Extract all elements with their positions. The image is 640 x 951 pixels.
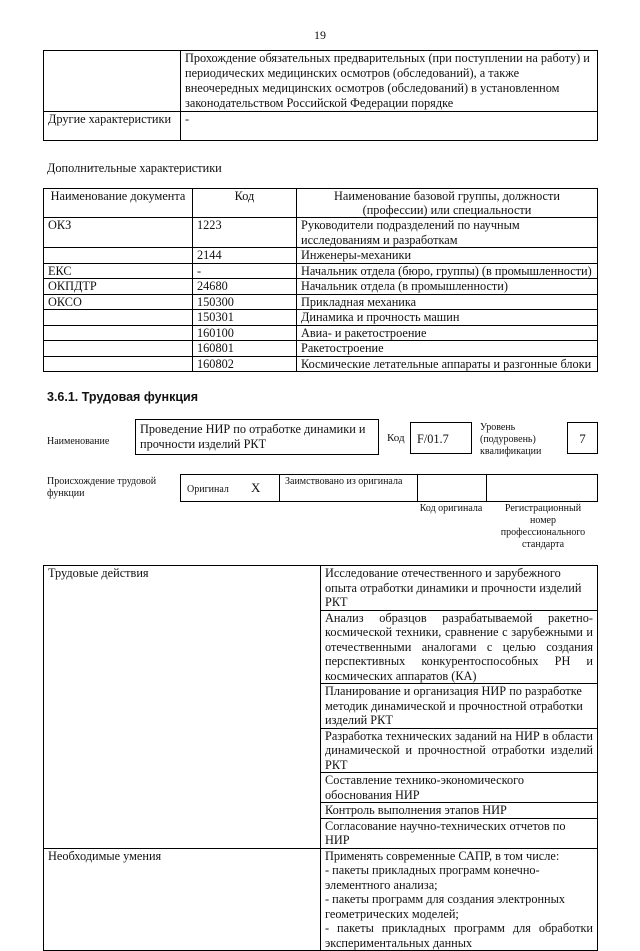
additional-characteristics-table bbox=[43, 188, 598, 372]
skill-item: - пакеты прикладных программ для обработки экспериментальных данных bbox=[325, 921, 593, 950]
name-label: Наименование bbox=[47, 436, 110, 447]
medical-requirements-table bbox=[43, 50, 598, 141]
table-row bbox=[44, 279, 598, 295]
name-cell: Авиа- и ракетостроение bbox=[297, 325, 598, 341]
skills-label: Необходимые умения bbox=[44, 848, 321, 951]
divider bbox=[486, 475, 487, 501]
level-box: 7 bbox=[567, 422, 598, 454]
table-row bbox=[44, 218, 598, 248]
action-item: Согласование научно-технических отчетов по НИР bbox=[321, 818, 598, 848]
code-cell: 160802 bbox=[193, 356, 297, 372]
code-cell: 2144 bbox=[193, 248, 297, 264]
actions-label: Трудовые действия bbox=[44, 566, 321, 849]
doc-cell: ОКЗ bbox=[44, 218, 193, 248]
row-label: Другие характеристики bbox=[44, 112, 181, 141]
doc-cell bbox=[44, 341, 193, 357]
code-cell: 1223 bbox=[193, 218, 297, 248]
doc-cell bbox=[44, 356, 193, 372]
table-row bbox=[44, 341, 598, 357]
name-cell: Ракетостроение bbox=[297, 341, 598, 357]
labor-function-table bbox=[43, 565, 598, 951]
action-item: Исследование отечественного и зарубежного опыта отработки динамики и прочности изделий РКТ bbox=[321, 566, 598, 611]
header-code: Код bbox=[193, 189, 297, 218]
reg-number-label: Регистрационный номер профессионального стандарта bbox=[500, 503, 586, 550]
row-text: Прохождение обязательных предварительных (при поступлении на работу) и периодических медицинских осмотров (обследований), а также внеочередных медицинских осмотров (обследований) в установленном законодательством Российской Федерации порядке bbox=[181, 51, 598, 112]
skills-cell bbox=[321, 848, 598, 951]
doc-cell: ОКПДТР bbox=[44, 279, 193, 295]
name-cell: Прикладная механика bbox=[297, 294, 598, 310]
table-row bbox=[44, 112, 598, 141]
page-number: 19 bbox=[314, 28, 326, 42]
code-cell: 160801 bbox=[193, 341, 297, 357]
table-row bbox=[44, 310, 598, 326]
action-item: Планирование и организация НИР по разработке методик динамической и прочностной отработки изделий РКТ bbox=[321, 684, 598, 729]
table-row bbox=[44, 294, 598, 310]
doc-cell: ЕКС bbox=[44, 263, 193, 279]
code-cell: 24680 bbox=[193, 279, 297, 295]
name-cell: Начальник отдела (в промышленности) bbox=[297, 279, 598, 295]
code-cell: 150300 bbox=[193, 294, 297, 310]
borrowed-label: Заимствовано из оригинала bbox=[279, 475, 410, 501]
table-row bbox=[44, 566, 598, 611]
skill-item: - пакеты прикладных программ конечно-элементного анализа; bbox=[325, 863, 540, 892]
code-cell: 150301 bbox=[193, 310, 297, 326]
doc-cell bbox=[44, 325, 193, 341]
table-row bbox=[44, 263, 598, 279]
name-cell: Динамика и прочность машин bbox=[297, 310, 598, 326]
doc-cell bbox=[44, 248, 193, 264]
header-doc: Наименование документа bbox=[44, 189, 193, 218]
divider bbox=[417, 475, 418, 501]
action-item: Анализ образцов разрабатываемой ракетно-космической техники, сравнение с зарубежными и отечественными аналогами с целью создания перспективных конкурентоспособных РН и космических аппаратов (КА) bbox=[321, 610, 598, 684]
name-cell: Начальник отдела (бюро, группы) (в промышленности) bbox=[297, 263, 598, 279]
function-heading: 3.6.1. Трудовая функция bbox=[47, 390, 199, 404]
table-row bbox=[44, 51, 598, 112]
code-box: F/01.7 bbox=[410, 422, 472, 454]
section-title: Дополнительные характеристики bbox=[47, 161, 222, 175]
table-row bbox=[44, 325, 598, 341]
doc-cell bbox=[44, 310, 193, 326]
name-cell: Инженеры-механики bbox=[297, 248, 598, 264]
table-row bbox=[44, 248, 598, 264]
table-row bbox=[44, 356, 598, 372]
name-cell: Космические летательные аппараты и разгонные блоки bbox=[297, 356, 598, 372]
code-cell: 160100 bbox=[193, 325, 297, 341]
skill-item: Применять современные САПР, в том числе: bbox=[325, 848, 560, 863]
header-name: Наименование базовой группы, должности (профессии) или специальности bbox=[297, 189, 598, 218]
original-mark: X bbox=[251, 480, 261, 495]
origin-label: Происхождение трудовой функции bbox=[47, 476, 157, 499]
function-name-box: Проведение НИР по отработке динамики и прочности изделий РКТ bbox=[135, 419, 379, 455]
code-cell: - bbox=[193, 263, 297, 279]
doc-cell: ОКСО bbox=[44, 294, 193, 310]
table-row bbox=[44, 848, 598, 951]
code-label: Код bbox=[387, 432, 405, 444]
original-label: Оригинал bbox=[187, 484, 229, 495]
level-label: Уровень (подуровень) квалификации bbox=[480, 422, 542, 457]
row-label bbox=[44, 51, 181, 112]
origin-box bbox=[180, 474, 598, 502]
action-item: Контроль выполнения этапов НИР bbox=[321, 803, 598, 819]
action-item: Разработка технических заданий на НИР в области динамической и прочностной отработки изделий РКТ bbox=[321, 728, 598, 773]
header-row bbox=[44, 189, 598, 218]
skill-item: - пакеты программ для создания электронных геометрических моделей; bbox=[325, 892, 566, 921]
action-item: Составление технико-экономического обоснования НИР bbox=[321, 773, 598, 803]
name-cell: Руководители подразделений по научным исследованиям и разработкам bbox=[297, 218, 598, 248]
code-original-label: Код оригинала bbox=[419, 503, 483, 514]
row-text: - bbox=[181, 112, 598, 141]
